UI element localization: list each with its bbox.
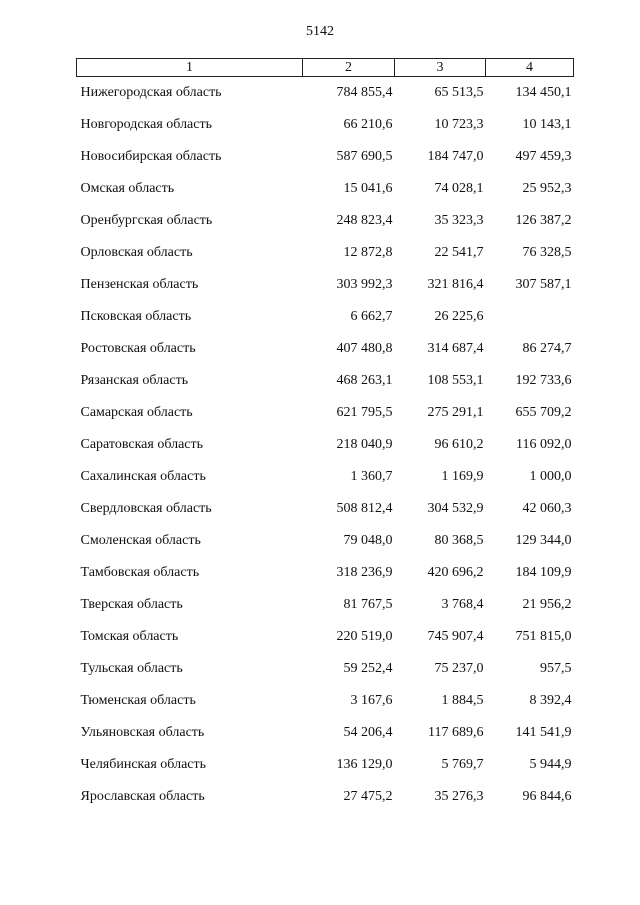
value-cell-col-4: 25 952,3 (522, 181, 572, 196)
region-cell: Тверская область (80, 597, 183, 612)
value-cell-col-2: 81 767,5 (343, 597, 393, 612)
value-cell-col-2: 1 360,7 (350, 469, 393, 484)
table-row (77, 109, 574, 141)
value-cell-col-2: 508 812,4 (336, 501, 393, 516)
value-cell-col-2: 6 662,7 (350, 309, 393, 324)
table-row (77, 749, 574, 781)
page-number: 5142 (306, 24, 334, 39)
region-cell: Орловская область (80, 245, 193, 260)
value-cell-col-4: 184 109,9 (515, 565, 572, 580)
value-cell-col-4: 307 587,1 (515, 277, 572, 292)
value-cell-col-3: 420 696,2 (427, 565, 484, 580)
value-cell-col-4: 116 092,0 (516, 437, 572, 452)
region-cell: Новгородская область (80, 117, 212, 132)
value-cell-col-3: 117 689,6 (428, 725, 484, 740)
value-cell-col-3: 745 907,4 (427, 629, 484, 644)
value-cell-col-2: 3 167,6 (350, 693, 393, 708)
table-row (77, 301, 574, 333)
value-cell-col-4: 76 328,5 (522, 245, 572, 260)
value-cell-col-2: 12 872,8 (343, 245, 393, 260)
value-cell-col-2: 303 992,3 (336, 277, 393, 292)
value-cell-col-4: 126 387,2 (515, 213, 572, 228)
value-cell-col-4: 497 459,3 (515, 149, 572, 164)
value-cell-col-4: 129 344,0 (515, 533, 572, 548)
region-cell: Саратовская область (80, 437, 204, 452)
table-row (77, 173, 574, 205)
value-cell-col-3: 1 169,9 (441, 469, 484, 484)
table-row (77, 205, 574, 237)
value-cell-col-4: 8 392,4 (529, 693, 572, 708)
column-header-4: 4 (486, 59, 574, 77)
table-row (77, 365, 574, 397)
value-cell-col-4: 21 956,2 (522, 597, 572, 612)
value-cell-col-3: 275 291,1 (427, 405, 484, 420)
value-cell-col-4: 5 944,9 (529, 757, 572, 772)
table-row (77, 429, 574, 461)
value-cell-col-2: 27 475,2 (343, 789, 393, 804)
table-row (77, 653, 574, 685)
value-cell-col-4: 86 274,7 (522, 341, 572, 356)
region-cell: Тамбовская область (80, 565, 200, 580)
value-cell-col-3: 75 237,0 (434, 661, 484, 676)
value-cell-col-3: 74 028,1 (434, 181, 484, 196)
value-cell-col-3: 26 225,6 (434, 309, 484, 324)
value-cell-col-2: 784 855,4 (336, 85, 393, 100)
value-cell-col-3: 314 687,4 (427, 341, 484, 356)
value-cell-col-3: 184 747,0 (427, 149, 484, 164)
table-row (77, 685, 574, 717)
table-body (77, 77, 574, 814)
region-cell: Нижегородская область (80, 85, 222, 100)
data-table (76, 58, 574, 813)
value-cell-col-3: 65 513,5 (434, 85, 484, 100)
table-row (77, 77, 574, 110)
value-cell-col-3: 22 541,7 (434, 245, 484, 260)
table-row (77, 589, 574, 621)
header-row (77, 59, 574, 77)
value-cell-col-3: 10 723,3 (434, 117, 484, 132)
value-cell-col-2: 66 210,6 (343, 117, 393, 132)
value-cell-col-2: 79 048,0 (343, 533, 393, 548)
value-cell-col-4: 96 844,6 (522, 789, 572, 804)
value-cell-col-3: 3 768,4 (441, 597, 484, 612)
value-cell-col-4: 141 541,9 (515, 725, 572, 740)
table-row (77, 397, 574, 429)
value-cell-col-4: 42 060,3 (522, 501, 572, 516)
table-row (77, 621, 574, 653)
region-cell: Пензенская область (80, 277, 199, 292)
region-cell: Псковская область (80, 309, 192, 324)
table-row (77, 269, 574, 301)
region-cell: Новосибирская область (80, 149, 222, 164)
region-cell: Тульская область (80, 661, 183, 676)
region-cell: Ростовская область (80, 341, 196, 356)
value-cell-col-4: 10 143,1 (522, 117, 572, 132)
region-cell: Ульяновская область (80, 725, 205, 740)
table-row (77, 141, 574, 173)
table-row (77, 333, 574, 365)
table-row (77, 717, 574, 749)
column-header-3: 3 (395, 59, 486, 77)
value-cell-col-4 (486, 301, 574, 333)
region-cell: Тюменская область (80, 693, 196, 708)
value-cell-col-3: 35 276,3 (434, 789, 484, 804)
table-row (77, 237, 574, 269)
value-cell-col-2: 407 480,8 (336, 341, 393, 356)
column-header-2: 2 (303, 59, 395, 77)
table-row (77, 461, 574, 493)
value-cell-col-2: 59 252,4 (343, 661, 393, 676)
value-cell-col-2: 621 795,5 (336, 405, 393, 420)
value-cell-col-4: 134 450,1 (515, 85, 572, 100)
value-cell-col-2: 318 236,9 (336, 565, 393, 580)
region-cell: Сахалинская область (80, 469, 206, 484)
region-cell: Челябинская область (80, 757, 206, 772)
value-cell-col-4: 957,5 (540, 661, 572, 676)
value-cell-col-2: 15 041,6 (343, 181, 393, 196)
table-row (77, 525, 574, 557)
value-cell-col-2: 220 519,0 (336, 629, 393, 644)
value-cell-col-3: 5 769,7 (441, 757, 484, 772)
value-cell-col-2: 587 690,5 (336, 149, 393, 164)
value-cell-col-2: 248 823,4 (336, 213, 393, 228)
value-cell-col-3: 108 553,1 (427, 373, 484, 388)
value-cell-col-4: 192 733,6 (515, 373, 572, 388)
value-cell-col-4: 1 000,0 (529, 469, 572, 484)
region-cell: Ярославская область (80, 789, 205, 804)
table-row (77, 493, 574, 525)
region-cell: Самарская область (80, 405, 193, 420)
region-cell: Оренбургская область (80, 213, 213, 228)
value-cell-col-4: 751 815,0 (515, 629, 572, 644)
value-cell-col-2: 136 129,0 (336, 757, 393, 772)
table-row (77, 781, 574, 813)
value-cell-col-3: 96 610,2 (434, 437, 484, 452)
value-cell-col-3: 35 323,3 (434, 213, 484, 228)
value-cell-col-3: 304 532,9 (427, 501, 484, 516)
column-header-1: 1 (77, 59, 303, 77)
value-cell-col-2: 54 206,4 (343, 725, 393, 740)
table-row (77, 557, 574, 589)
value-cell-col-3: 321 816,4 (427, 277, 484, 292)
value-cell-col-2: 218 040,9 (336, 437, 393, 452)
region-cell: Рязанская область (80, 373, 189, 388)
value-cell-col-3: 80 368,5 (434, 533, 484, 548)
region-cell: Омская область (80, 181, 175, 196)
table-header (77, 59, 574, 77)
value-cell-col-2: 468 263,1 (336, 373, 393, 388)
value-cell-col-4: 655 709,2 (515, 405, 572, 420)
region-cell: Смоленская область (80, 533, 201, 548)
region-cell: Свердловская область (80, 501, 212, 516)
value-cell-col-3: 1 884,5 (441, 693, 484, 708)
region-cell: Томская область (80, 629, 179, 644)
